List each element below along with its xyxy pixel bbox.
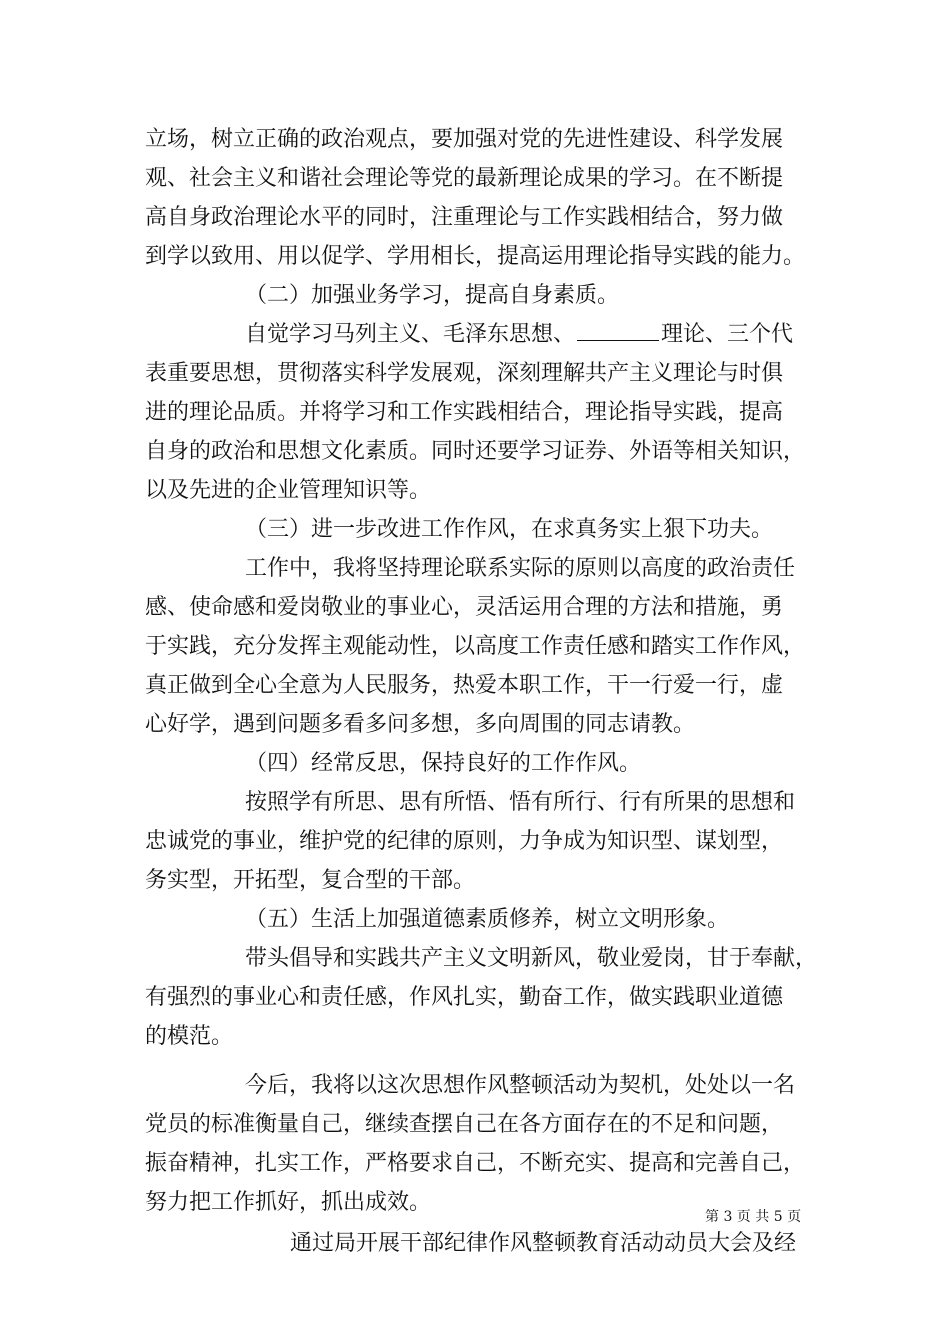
section-heading-2: （二）加强业务学习，提高自身素质。 — [245, 283, 620, 308]
document-body — [145, 120, 818, 1263]
text-fragment: 自觉学习马列主义、毛泽东思想、 — [245, 322, 576, 347]
paragraph-4 — [145, 783, 813, 900]
paragraph-3 — [145, 549, 813, 744]
text-line: 感、使命感和爱岗敬业的事业心，灵活运用合理的方法和措施，勇 — [145, 595, 784, 620]
text-line: 振奋精神，扎实工作，严格要求自己，不断充实、提高和完善自己， — [145, 1151, 806, 1176]
paragraph-7: 通过局开展干部纪律作风整顿教育活动动员大会及经 — [290, 1231, 797, 1256]
text-line: 党员的标准衡量自己，继续查摆自己在各方面存在的不足和问题， — [145, 1112, 784, 1137]
text-line: 自身的政治和思想文化素质。同时还要学习证券、外语等相关知识， — [145, 439, 806, 464]
text-line: 工作中，我将坚持理论联系实际的原则以高度的政治责任 — [245, 556, 796, 581]
paragraph-6 — [145, 1066, 813, 1222]
text-line: 观、社会主义和谐社会理论等党的最新理论成果的学习。在不断提 — [145, 166, 784, 191]
text-line: 到学以致用、用以促学、学用相长，提高运用理论指导实践的能力。 — [145, 244, 806, 269]
text-line: 务实型，开拓型，复合型的干部。 — [145, 868, 476, 893]
text-line: 立场，树立正确的政治观点，要加强对党的先进性建设、科学发展 — [145, 127, 784, 152]
paragraph-5 — [145, 939, 818, 1056]
text-line: 有强烈的事业心和责任感，作风扎实，勤奋工作，做实践职业道德 — [145, 985, 784, 1010]
text-line: 今后，我将以这次思想作风整顿活动为契机，处处以一名 — [245, 1073, 796, 1098]
paragraph-2 — [145, 315, 813, 510]
text-line: 带头倡导和实践共产主义文明新风，敬业爱岗，甘于奉献， — [245, 946, 818, 971]
text-line: 努力把工作抓好，抓出成效。 — [145, 1190, 432, 1215]
page-number-footer: 第 3 页 共 5 页 — [705, 1209, 802, 1225]
text-line: 高自身政治理论水平的同时，注重理论与工作实践相结合，努力做 — [145, 205, 784, 230]
text-line: 于实践，充分发挥主观能动性，以高度工作责任感和踏实工作作风， — [145, 634, 806, 659]
text-fragment: 理论、三个代 — [661, 322, 794, 347]
text-line: 真正做到全心全意为人民服务，热爱本职工作，干一行爱一行，虚 — [145, 673, 784, 698]
text-line — [145, 315, 813, 354]
blank-underline — [577, 318, 659, 341]
text-line: 忠诚党的事业，维护党的纪律的原则，力争成为知识型、谋划型， — [145, 829, 784, 854]
text-line: 表重要思想，贯彻落实科学发展观，深刻理解共产主义理论与时俱 — [145, 361, 784, 386]
section-heading-3: （三）进一步改进工作作风，在求真务实上狠下功夫。 — [245, 517, 774, 542]
section-heading-4: （四）经常反思，保持良好的工作作风。 — [245, 751, 642, 776]
text-line: 按照学有所思、思有所悟、悟有所行、行有所果的思想和 — [245, 790, 796, 815]
text-line: 心好学，遇到问题多看多问多想，多向周围的同志请教。 — [145, 712, 696, 737]
text-line: 的模范。 — [145, 1024, 234, 1049]
text-line: 以及先进的企业管理知识等。 — [145, 478, 432, 503]
text-line: 进的理论品质。并将学习和工作实践相结合，理论指导实践，提高 — [145, 400, 784, 425]
section-heading-5: （五）生活上加强道德素质修养，树立文明形象。 — [245, 907, 730, 932]
paragraph-1 — [145, 120, 813, 276]
